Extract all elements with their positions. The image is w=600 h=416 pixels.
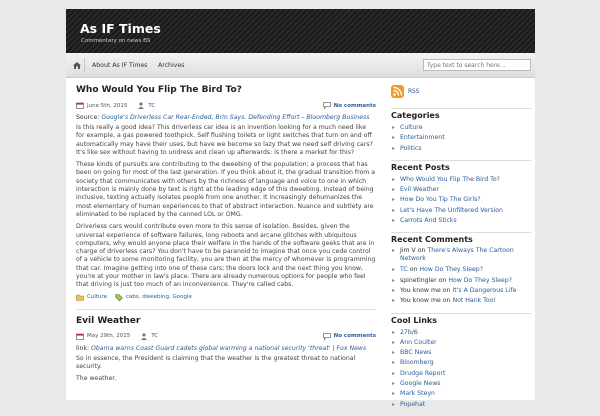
comment-author[interactable]: TC (400, 266, 408, 274)
recent-comment-item (391, 296, 531, 306)
recent-posts-list (391, 175, 531, 226)
comment-post-link[interactable]: Not Hank Too! (452, 297, 496, 305)
post (76, 316, 376, 384)
recent-posts-heading: Recent Posts (391, 160, 531, 175)
tag-icon (115, 294, 123, 301)
page (66, 9, 535, 408)
home-icon (73, 62, 81, 69)
comment-author: You know me (400, 286, 441, 294)
comment-post-link[interactable]: How Do They Sleep? (448, 276, 512, 284)
recent-post-item[interactable]: ▸ How Do You Tip The Girls? (391, 195, 531, 205)
comment-on: on (407, 266, 420, 274)
recent-post-item[interactable]: ▸ Evil Weather (391, 185, 531, 195)
rss-label: RSS (408, 88, 420, 95)
post-meta (76, 101, 376, 110)
user-icon (140, 333, 148, 340)
post-source (76, 345, 376, 352)
cool-link-item[interactable]: ▸ Drudge Report (391, 369, 531, 379)
category-link[interactable]: Culture (87, 294, 108, 301)
cool-link-item[interactable]: ▸ Ann Coulter (391, 338, 531, 348)
comment-on: on (440, 297, 453, 305)
folder-icon (76, 294, 84, 301)
nav-link-archives[interactable]: Archives (158, 62, 185, 69)
recent-comment-item (391, 247, 531, 265)
cool-link-item[interactable]: ▸ Bloomberg (391, 358, 531, 368)
recent-comments-heading: Recent Comments (391, 232, 531, 247)
recent-post-item[interactable]: ▸ Who Would You Flip The Bird To? (391, 175, 531, 185)
comment-on: on (440, 286, 453, 294)
source-link[interactable]: Google's Driverless Car Rear-Ended, Brin Says. Defending Effort (101, 114, 300, 121)
post-divider (76, 309, 376, 310)
category-item[interactable]: ▸ Politics (391, 144, 531, 154)
post-paragraph: Is this really a good idea? This driverless car idea is an invention looking for a much need like for example, a gas powered toothpick. Self flushing toilets or light switches that turn on and off automatically may have their uses, but have we become so lazy that we need self driving cars? It's like sex without having to undress and clean up afterwards: is there a market for this? (76, 124, 373, 156)
categories-list (391, 123, 531, 154)
post-source (76, 114, 376, 121)
recent-comment-item (391, 265, 531, 275)
post-author[interactable]: TC (148, 102, 156, 109)
post-date: June 5th, 2015 (87, 102, 128, 109)
post-tags (76, 294, 376, 301)
comment-post-link[interactable]: It's A Dangerous Life (452, 286, 517, 294)
comment-post-link[interactable]: How Do They Sleep? (419, 266, 483, 274)
calendar-icon (76, 333, 84, 340)
cool-link-item[interactable]: ▸ Mark Steyn (391, 389, 531, 399)
sidebar (391, 85, 531, 416)
comments-link[interactable]: No comments (333, 333, 376, 340)
user-icon (137, 102, 145, 109)
cool-links-list (391, 328, 531, 410)
cool-link-item[interactable]: ▸ Popehat (391, 400, 531, 410)
comment-author: You know me (400, 297, 441, 305)
source-label: Source: (76, 114, 100, 121)
post-paragraph: So in essence, the President is claiming that the weather is the greatest threat to national security. (76, 354, 356, 370)
cool-link-item[interactable]: ▸ BBC News (391, 348, 531, 358)
site-header (66, 9, 535, 53)
comment-author: Jim V (400, 247, 416, 255)
post-date: May 29th, 2015 (87, 333, 131, 340)
search-input[interactable] (423, 59, 531, 71)
category-item[interactable]: ▸ Culture (391, 123, 531, 133)
post (76, 85, 376, 301)
source-link[interactable]: Obama warns Coast Guard cadets global warming a national security 'threat' (91, 344, 331, 352)
comment-icon (323, 102, 331, 109)
comment-icon (323, 333, 331, 340)
recent-comment-item (391, 286, 531, 296)
post-author[interactable]: TC (151, 333, 159, 340)
rss-icon (391, 85, 404, 98)
category-item[interactable]: ▸ Entertainment (391, 133, 531, 143)
post-title[interactable]: Who Would You Flip The Bird To? (76, 85, 242, 95)
nav-link-about[interactable]: About As IF Times (92, 62, 148, 69)
comment-author: spinetingler (400, 276, 437, 284)
main-content (76, 85, 376, 388)
recent-post-item[interactable]: ▸ Carrots And Sticks (391, 216, 531, 226)
comment-post-link[interactable]: There's Always The Cartoon Network (400, 247, 514, 263)
comment-on: on (436, 276, 449, 284)
cool-links-heading: Cool Links (391, 313, 531, 328)
post-title[interactable]: Evil Weather (76, 315, 141, 326)
source-suffix[interactable]: – Bloomberg Business (299, 114, 370, 121)
post-meta (76, 332, 376, 341)
comment-on: on (415, 247, 428, 255)
cool-link-item[interactable]: ▸ Google News (391, 379, 531, 389)
categories-heading: Categories (391, 108, 531, 123)
cool-link-item[interactable]: ▸ 27b/6 (391, 328, 531, 338)
site-title[interactable]: As IF Times (80, 21, 161, 36)
post-paragraph: Driverless cars would contribute even more to this sense of isolation. Besides, given the universal experience of software failures, long reboots and arcane glitches with ubiquitous computers, why would anyone place their welfare in the hands of the software geeks that are in charge of driverless cars? You don't have to be paranoid to imagine that once you cede control of a vehicle to some monitoring facility, you are then at the mercy of whomever is programming that car. Imagine getting into one of these cars; the doors lock and the next thing you know, you're at your mother in law's place. There are already numerous options for people who feel that driving is just too much of an inconvenience. They're called cabs. (76, 223, 376, 289)
calendar-icon (76, 102, 84, 109)
recent-comments-list (391, 247, 531, 306)
source-suffix[interactable]: | Fox News (330, 344, 367, 352)
nav-home-button[interactable] (70, 58, 85, 72)
recent-comment-item (391, 276, 531, 286)
source-label: link: (76, 344, 90, 352)
recent-post-item[interactable]: ▸ Let's Have The Unfiltered Version (391, 206, 531, 216)
comments-link[interactable]: No comments (333, 102, 376, 109)
post-paragraph: The weather. (76, 375, 117, 383)
post-paragraph: These kinds of pursuits are contributing to the dweebing of the population; a process that has been on going for most of the last generation. If you think about it, the gradual transition from a society that communicates with others by the richness of language and voice to one in which interaction is mainly done by text is right at the leading edge of this dweebing. Instead of being inclusive, texting actually isolates people from one another. It increasingly dehumanizes the most elementary of human experiences to that of abstract interaction. Nuance and subtlety are eliminated to be replaced by the canned LOL or OMG. (76, 161, 376, 218)
tags-link[interactable]: cabs, dweebing, Google (126, 294, 192, 301)
site-description: Commentary on news BS (81, 38, 151, 44)
rss-link[interactable] (391, 85, 531, 98)
